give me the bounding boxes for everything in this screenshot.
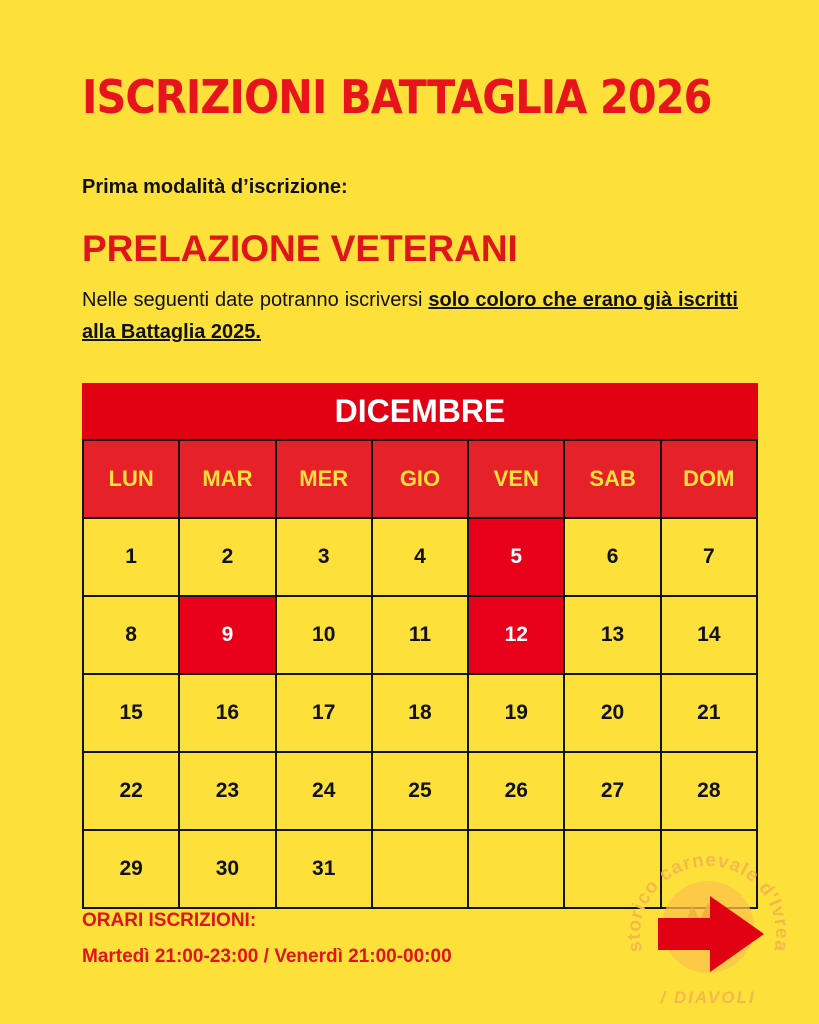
calendar-day-highlighted: 12	[468, 596, 564, 674]
subtitle: Prima modalità d’iscrizione:	[82, 176, 348, 198]
calendar-day: 25	[372, 752, 468, 830]
calendar-day	[372, 830, 468, 908]
calendar-week	[83, 674, 757, 752]
calendar-day-highlighted: 9	[179, 596, 275, 674]
calendar-day: 30	[179, 830, 275, 908]
calendar-day: 1	[83, 518, 179, 596]
right-arrow-icon	[656, 894, 768, 974]
weekday-header: VEN	[468, 440, 564, 518]
calendar-week	[83, 596, 757, 674]
calendar-day-highlighted: 5	[468, 518, 564, 596]
calendar-day: 17	[276, 674, 372, 752]
calendar-day: 23	[179, 752, 275, 830]
weekday-header: SAB	[564, 440, 660, 518]
calendar-day	[468, 830, 564, 908]
calendar-day: 21	[661, 674, 757, 752]
calendar-day: 8	[83, 596, 179, 674]
calendar-day: 20	[564, 674, 660, 752]
page-title: ISCRIZIONI BATTAGLIA 2026	[82, 70, 712, 124]
calendar-day: 22	[83, 752, 179, 830]
calendar-day: 28	[661, 752, 757, 830]
calendar-day: 31	[276, 830, 372, 908]
weekday-header-row	[83, 440, 757, 518]
calendar-day: 27	[564, 752, 660, 830]
calendar-day: 18	[372, 674, 468, 752]
calendar-day: 16	[179, 674, 275, 752]
hours-text: Martedì 21:00-23:00 / Venerdì 21:00-00:00	[82, 946, 452, 967]
weekday-header: MAR	[179, 440, 275, 518]
calendar-day: 7	[661, 518, 757, 596]
description-text: Nelle seguenti date potranno iscriversi	[82, 289, 429, 311]
weekday-header: MER	[276, 440, 372, 518]
calendar-day: 10	[276, 596, 372, 674]
calendar-day: 11	[372, 596, 468, 674]
calendar-day: 15	[83, 674, 179, 752]
weekday-header: LUN	[83, 440, 179, 518]
logo-arc-text: storico carnevale d'Ivrea	[623, 849, 793, 954]
calendar-day: 14	[661, 596, 757, 674]
section-heading: PRELAZIONE VETERANI	[82, 228, 518, 269]
calendar-day: 6	[564, 518, 660, 596]
calendar-day: 24	[276, 752, 372, 830]
calendar-day: 3	[276, 518, 372, 596]
calendar-week	[83, 518, 757, 596]
calendar-day: 2	[179, 518, 275, 596]
calendar	[82, 383, 758, 909]
logo-name: / DIAVOLI	[660, 988, 756, 1007]
calendar-day: 29	[83, 830, 179, 908]
calendar-day: 26	[468, 752, 564, 830]
description-emphasis: solo coloro che erano già iscritti alla Battaglia 2025.	[82, 289, 738, 343]
description	[82, 284, 738, 348]
hours-title: ORARI ISCRIZIONI:	[82, 910, 257, 931]
weekday-header: DOM	[661, 440, 757, 518]
calendar-week	[83, 752, 757, 830]
calendar-day: 4	[372, 518, 468, 596]
weekday-header: GIO	[372, 440, 468, 518]
calendar-day: 13	[564, 596, 660, 674]
calendar-month: DICEMBRE	[82, 383, 758, 439]
calendar-day: 19	[468, 674, 564, 752]
